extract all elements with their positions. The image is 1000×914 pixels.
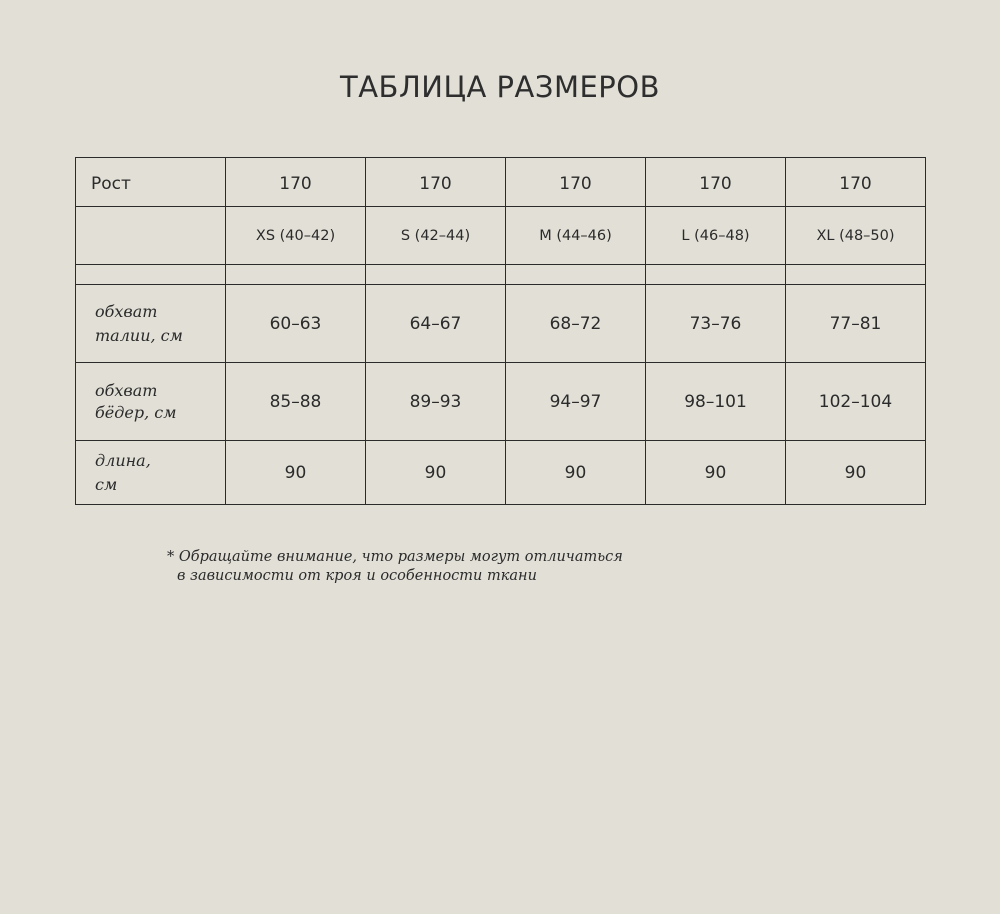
- height-value: 170: [226, 158, 366, 207]
- empty-cell: [226, 265, 366, 285]
- length-value: 90: [786, 441, 926, 505]
- footnote-line1: * Обращайте внимание, что размеры могут отличаться: [167, 549, 623, 565]
- height-row: [76, 158, 926, 207]
- height-value: 170: [506, 158, 646, 207]
- empty-cell: [76, 265, 226, 285]
- length-label: [76, 441, 226, 505]
- hips-label-line2: бёдер, см: [95, 402, 177, 422]
- size-row: [76, 207, 926, 265]
- waist-value: 60–63: [226, 285, 366, 363]
- hips-value: 94–97: [506, 363, 646, 441]
- footnote-line2: в зависимости от кроя и особенности ткани: [177, 568, 537, 584]
- length-value: 90: [366, 441, 506, 505]
- length-value: 90: [506, 441, 646, 505]
- size-value: XL (48–50): [786, 207, 926, 265]
- waist-row: [76, 285, 926, 363]
- length-row: [76, 441, 926, 505]
- hips-value: 89–93: [366, 363, 506, 441]
- height-value: 170: [366, 158, 506, 207]
- height-label: Рост: [76, 158, 226, 207]
- size-table: [75, 157, 926, 505]
- height-value: 170: [646, 158, 786, 207]
- size-value: M (44–46): [506, 207, 646, 265]
- waist-value: 77–81: [786, 285, 926, 363]
- length-label-line2: см: [95, 474, 118, 494]
- empty-cell: [366, 265, 506, 285]
- waist-value: 68–72: [506, 285, 646, 363]
- page-title: ТАБЛИЦА РАЗМЕРОВ: [340, 70, 660, 104]
- hips-value: 98–101: [646, 363, 786, 441]
- size-label-cell: [76, 207, 226, 265]
- waist-value: 64–67: [366, 285, 506, 363]
- empty-cell: [786, 265, 926, 285]
- length-value: 90: [226, 441, 366, 505]
- waist-value: 73–76: [646, 285, 786, 363]
- hips-row: [76, 363, 926, 441]
- empty-cell: [646, 265, 786, 285]
- length-label-line1: длина,: [95, 450, 151, 470]
- size-value: S (42–44): [366, 207, 506, 265]
- waist-label-line1: обхват: [95, 301, 158, 321]
- length-value: 90: [646, 441, 786, 505]
- spacer-row: [76, 265, 926, 285]
- footnote: [167, 548, 623, 586]
- waist-label: [76, 285, 226, 363]
- waist-label-line2: талии, см: [95, 325, 183, 345]
- hips-label: [76, 363, 226, 441]
- hips-label-line1: обхват: [95, 380, 158, 400]
- hips-value: 102–104: [786, 363, 926, 441]
- empty-cell: [506, 265, 646, 285]
- size-value: XS (40–42): [226, 207, 366, 265]
- height-value: 170: [786, 158, 926, 207]
- hips-value: 85–88: [226, 363, 366, 441]
- size-value: L (46–48): [646, 207, 786, 265]
